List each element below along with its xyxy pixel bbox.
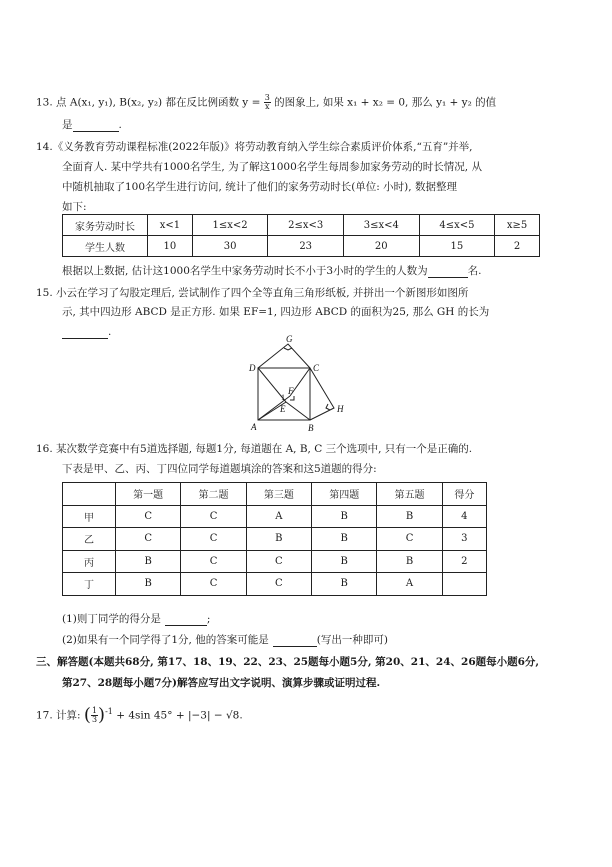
q14-table [62, 214, 540, 257]
section3-line2: 第27、28题每小题7分)解答应写出文字说明、演算步骤或证明过程. [62, 677, 381, 689]
q15-answer-blank[interactable] [62, 326, 108, 339]
q13-text-tail: 的图象上, 如果 x₁ + x₂ = 0, 那么 y₁ + y₂ 的值 [270, 96, 497, 109]
q14-table-header: 1≤x<2 [192, 215, 268, 236]
q14-answer-blank[interactable] [428, 265, 468, 278]
q16-line2: 下表是甲、乙、丙、丁四位同学每道题填涂的答案和这5道题的得分: [62, 463, 377, 475]
q14-line4: 如下: [62, 201, 87, 213]
q16-cell: C [377, 528, 442, 551]
q16-table-header: 得分 [442, 483, 486, 506]
q16-cell: B [246, 528, 311, 551]
label-g: G [286, 334, 293, 344]
q16-cell: B [312, 550, 377, 573]
label-one: 1 [281, 393, 285, 402]
q17-fraction [91, 707, 98, 724]
q14-table-cell: 23 [268, 236, 344, 257]
q16-cell: A [246, 505, 311, 528]
q14-line1: 14.《义务教育劳动课程标准(2022年版)》将劳动教育纳入学生综合素质评价体系,“五育”并举, [36, 141, 473, 153]
q16-table-row [63, 550, 487, 573]
q16-table-row [63, 528, 487, 551]
q13-answer-end: . [118, 119, 122, 131]
q14-table-header: x≥5 [495, 215, 540, 236]
q16-cell: B [312, 573, 377, 596]
right-angle-g [284, 348, 292, 350]
q16-table-header: 第五题 [377, 483, 442, 506]
q16-line1: 16. 某次数学竞赛中有5道选择题, 每题1分, 每道题在 A, B, C 三个选项中, 只有一个是正确的. [36, 443, 473, 455]
q16-table-header: 第二题 [181, 483, 246, 506]
q16-cell: C [181, 528, 246, 551]
q17-line [36, 700, 243, 728]
q17-right-paren: ) [98, 704, 106, 726]
q14-conclusion [62, 264, 481, 278]
q17-rest: + 4sin 45° + |−3| − √8. [112, 709, 243, 722]
label-f: F [288, 386, 294, 396]
q16-cell: B [377, 550, 442, 573]
q17-left-paren: ( [83, 704, 91, 726]
q13-fraction [264, 94, 271, 111]
q14-table-cell: 30 [192, 236, 268, 257]
q16-table-header: 第三题 [246, 483, 311, 506]
label-c: C [313, 363, 320, 373]
q14-table-header: 3≤x<4 [343, 215, 419, 236]
q15-line2: 示, 其中四边形 ABCD 是正方形. 如果 EF=1, 四边形 ABCD 的面积为25, 那么 GH 的长为 [62, 306, 490, 318]
q14-table-header: x<1 [148, 215, 193, 236]
label-a: A [251, 422, 257, 432]
q13-answer-blank[interactable] [73, 119, 119, 132]
q16-sub2-text: (2)如果有一个同学得了1分, 他的答案可能是 [62, 634, 269, 646]
q16-cell: C [246, 573, 311, 596]
q14-table-header-row [63, 215, 540, 236]
triangle-chb [310, 368, 334, 420]
q16-student: 丁 [63, 573, 116, 596]
q16-table-header: 第一题 [116, 483, 181, 506]
label-h: H [337, 404, 344, 414]
line-eb [286, 402, 310, 420]
q14-table-header: 2≤x<3 [268, 215, 344, 236]
label-d: D [249, 363, 256, 373]
q16-sub1-blank[interactable] [165, 613, 207, 626]
q14-table-header: 家务劳动时长 [63, 215, 148, 236]
q14-conclusion-end: 名. [467, 265, 482, 277]
q16-cell: C [116, 505, 181, 528]
q16-cell: B [312, 505, 377, 528]
q16-sub2-end: (写出一种即可) [316, 634, 388, 646]
q16-table-row [63, 505, 487, 528]
q15-figure [238, 334, 358, 434]
q16-cell: A [377, 573, 442, 596]
q13-text: 13. 点 A(x₁, y₁), B(x₂, y₂) 都在反比例函数 y = [36, 96, 264, 109]
q15-answer-end: . [108, 326, 112, 338]
label-e: E [280, 404, 286, 414]
q16-sub2 [62, 633, 388, 647]
q16-table-row [63, 573, 487, 596]
q16-sub1 [62, 612, 210, 626]
q16-sub1-end: ; [206, 613, 211, 625]
q16-student: 乙 [63, 528, 116, 551]
q14-table-row [63, 236, 540, 257]
q14-table-header: 4≤x<5 [419, 215, 495, 236]
q16-sub2-blank[interactable] [273, 634, 317, 647]
q14-table-cell: 15 [419, 236, 495, 257]
q16-cell: B [312, 528, 377, 551]
q16-cell: B [116, 573, 181, 596]
q16-cell: B [116, 550, 181, 573]
q13-frac-num: 3 [264, 93, 270, 102]
q16-cell: C [246, 550, 311, 573]
q14-line2: 全面育人. 某中学共有1000名学生, 为了解这1000名学生每周参加家务劳动的时长情况, 从 [62, 161, 482, 173]
q16-cell: C [181, 505, 246, 528]
section3-line1: 三、解答题(本题共68分, 第17、18、19、22、23、25题每小题5分, 第20、21、24、26题每小题6分, [36, 656, 540, 668]
q17-prefix: 17. 计算: [36, 709, 84, 722]
q14-line3: 中随机抽取了100名学生进行访问, 统计了他们的家务劳动时长(单位: 小时), 数据整理 [62, 181, 457, 193]
q16-table-header: 第四题 [312, 483, 377, 506]
q14-table-cell: 20 [343, 236, 419, 257]
q16-score: 4 [442, 505, 486, 528]
q16-student: 丙 [63, 550, 116, 573]
q16-score: 2 [442, 550, 486, 573]
q15-line1: 15. 小云在学习了勾股定理后, 尝试制作了四个全等直角三角形纸板, 并拼出一个新图形如图所 [36, 287, 469, 299]
q16-score[interactable] [442, 573, 486, 596]
q16-score: 3 [442, 528, 486, 551]
q16-table-header-row [63, 483, 487, 506]
q16-student: 甲 [63, 505, 116, 528]
triangle-dgc [258, 344, 310, 368]
q14-table-cell: 2 [495, 236, 540, 257]
right-angle-f [290, 396, 294, 400]
q16-cell: C [181, 550, 246, 573]
q16-sub1-text: (1)则丁同学的得分是 [62, 613, 161, 625]
q16-cell: C [181, 573, 246, 596]
q16-cell: C [116, 528, 181, 551]
right-angle-h [326, 404, 330, 410]
q14-table-row-label: 学生人数 [63, 236, 148, 257]
q13-line2 [62, 118, 122, 132]
label-b: B [308, 423, 314, 433]
q17-exponent: -1 [105, 707, 113, 716]
q16-cell: B [377, 505, 442, 528]
q17-frac-num: 1 [91, 706, 98, 715]
q13-frac-den: x [265, 102, 270, 111]
q15-line3 [62, 325, 111, 339]
q16-table [62, 482, 487, 596]
q16-table-header [63, 483, 116, 506]
q14-conclusion-text: 根据以上数据, 估计这1000名学生中家务劳动时长不小于3小时的学生的人数为 [62, 265, 428, 277]
q17-frac-den: 3 [91, 715, 98, 724]
q13-answer-prefix: 是 [62, 119, 73, 131]
q14-table-cell: 10 [148, 236, 193, 257]
q13-line1 [36, 94, 496, 111]
